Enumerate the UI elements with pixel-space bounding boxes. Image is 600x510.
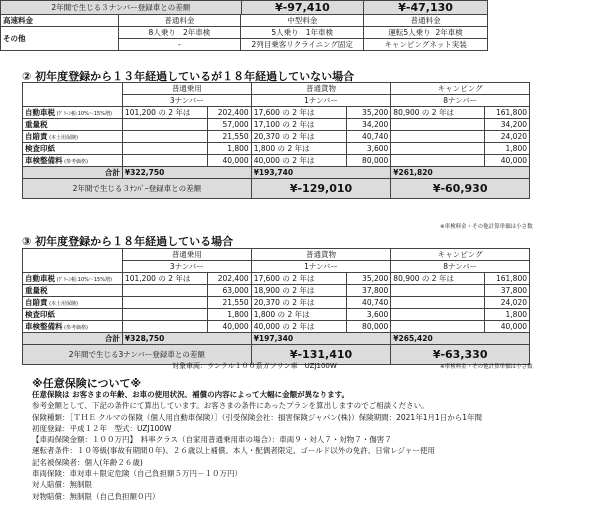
s3-car-note: 対象車両：ランクル１００系ガソリン車 UZJ100W [172, 362, 337, 370]
row-label-text: 重量税 [25, 285, 48, 295]
row-label-sub: (本土用保険) [47, 300, 78, 307]
insurance-line: 運転者条件：１０等級(事故有期間０年)、２６歳以上補償、本人・配偶者限定、ゴールド以外の免許、日常レジャー使用 [32, 446, 435, 456]
other-row2-2: 2列目乗客リクライニング固定 [241, 39, 364, 51]
table-row [23, 131, 530, 143]
s3-note: ※車検料金・その他計算単価は小さ数 [440, 364, 533, 370]
s3-total-label: 合計 [23, 333, 123, 345]
row-label-text: 検査印紙 [25, 143, 55, 153]
other-label: その他 [1, 27, 119, 51]
row-cell-d: 35,200 [347, 107, 391, 119]
row-cell-d: 40,740 [347, 297, 391, 309]
row-cell-d: 80,000 [347, 155, 391, 167]
s2-col1-line1: 普通乗用 [122, 83, 251, 95]
s2-diff-label: 2年間で生じる３ﾅﾝﾊﾞｰ登録車との差額 [23, 179, 252, 199]
row-cell-c: 1,800 の 2 年は [251, 309, 347, 321]
highway-val-3: 普通料金 [364, 15, 488, 27]
highway-label: 高速料金 [1, 15, 119, 27]
table-row [23, 143, 530, 155]
row-cell-e [391, 321, 485, 333]
row-cell-e [391, 309, 485, 321]
table-row [23, 273, 530, 285]
row-cell-e [391, 155, 485, 167]
row-cell-c: 17,600 の 2 年は [251, 107, 347, 119]
row-cell-f: 1,800 [485, 309, 530, 321]
s3-total-1: ¥328,750 [122, 333, 251, 345]
s3-col2-line1: 普通貨物 [251, 249, 391, 261]
insurance-line: 対人賠償：無制限 [32, 480, 92, 490]
table-row [23, 297, 530, 309]
insurance-line: 任意保険は お客さまの年齢、お車の使用状況、補償の内容によって大幅に金額が異なります。 [32, 390, 350, 399]
row-cell-d: 34,200 [347, 119, 391, 131]
row-cell-a [122, 143, 207, 155]
table-row [23, 119, 530, 131]
row-label-sub: (参考価格) [62, 324, 88, 331]
row-label [23, 309, 123, 321]
row-cell-e [391, 131, 485, 143]
s2-total-2: ¥193,740 [251, 167, 391, 179]
insurance-heading: ※任意保険について※ [32, 377, 142, 390]
row-label-text: 自動車税 [25, 273, 55, 283]
row-cell-c: 18,900 の 2 年は [251, 285, 347, 297]
other-1a: 8人乗り [148, 27, 176, 37]
row-cell-c: 20,370 の 2 年は [251, 297, 347, 309]
row-cell-c: 17,600 の 2 年は [251, 273, 347, 285]
row-cell-e: 80,900 の 2 年は [391, 107, 485, 119]
row-cell-c: 17,100 の 2 年は [251, 119, 347, 131]
section3-heading: ③ 初年度登録から１８年経過している場合 [22, 235, 234, 248]
row-label-text: 重量税 [25, 119, 48, 129]
row-cell-a [122, 131, 207, 143]
s3-col3-line1: キャンピング [391, 249, 530, 261]
other-row2-1: - [118, 39, 241, 51]
s3-diff-1: ¥-131,410 [251, 345, 391, 365]
table-row [23, 285, 530, 297]
row-cell-f: 37,800 [485, 285, 530, 297]
row-label-text: 検査印紙 [25, 309, 55, 319]
other-3a: 運転5人乗り [388, 27, 431, 37]
s2-col3-line2: 8ナンバー [391, 95, 530, 107]
row-label [23, 273, 123, 285]
row-cell-b: 21,550 [207, 297, 251, 309]
row-cell-a [122, 309, 207, 321]
s3-col3-line2: 8ナンバー [391, 261, 530, 273]
row-label-text: 自賠責 [25, 297, 48, 307]
row-cell-c: 40,000 の 2 年は [251, 321, 347, 333]
row-cell-d: 35,200 [347, 273, 391, 285]
row-cell-a [122, 285, 207, 297]
section3-table [22, 248, 530, 365]
top-extras-table [0, 14, 488, 51]
s2-total-3: ¥261,820 [391, 167, 530, 179]
row-cell-a [122, 155, 207, 167]
table-row [23, 155, 530, 167]
row-cell-f: 161,800 [485, 273, 530, 285]
other-3b: 2年車検 [435, 27, 463, 37]
row-cell-a [122, 321, 207, 333]
s3-col1-line2: 3ナンバー [122, 261, 251, 273]
s2-col2-line1: 普通貨物 [251, 83, 391, 95]
s3-col1-line1: 普通乗用 [122, 249, 251, 261]
s2-col3-line1: キャンピング [391, 83, 530, 95]
row-cell-b: 40,000 [207, 321, 251, 333]
row-cell-c: 20,370 の 2 年は [251, 131, 347, 143]
row-cell-a: 101,200 の 2 年は [122, 273, 207, 285]
row-cell-f: 40,000 [485, 321, 530, 333]
table-row [23, 309, 530, 321]
row-cell-f: 24,020 [485, 131, 530, 143]
s2-body [23, 107, 530, 167]
row-label-sub: (参考価格) [62, 158, 88, 165]
row-cell-b: 1,800 [207, 309, 251, 321]
row-cell-a [122, 119, 207, 131]
row-cell-b: 57,000 [207, 119, 251, 131]
table-row [23, 321, 530, 333]
row-label [23, 297, 123, 309]
s3-total-2: ¥197,340 [251, 333, 391, 345]
row-label [23, 143, 123, 155]
s3-total-3: ¥265,420 [391, 333, 530, 345]
row-cell-d: 80,000 [347, 321, 391, 333]
row-cell-e [391, 119, 485, 131]
row-cell-e [391, 297, 485, 309]
row-cell-c: 40,000 の 2 年は [251, 155, 347, 167]
row-label [23, 107, 123, 119]
insurance-line: 保険種類：［ＴＨＥ クルマの保険（個人用自動車保険）］（引受保険会社：損害保険ジャパン(株)）保険期間：2021年1月1日から1年間 [32, 412, 483, 422]
s2-total-1: ¥322,750 [122, 167, 251, 179]
row-cell-c: 1,800 の 2 年は [251, 143, 347, 155]
row-label [23, 155, 123, 167]
insurance-line: 【車両保険金額：１００万円】 料率クラス（自家用普通乗用車の場合）：車両９・対人７・対物７・傷害７ [32, 435, 392, 445]
s2-diff-2: ¥-60,930 [391, 179, 530, 199]
row-cell-f: 24,020 [485, 297, 530, 309]
row-label-text: 車検整備料 [25, 155, 63, 165]
top-table [0, 0, 488, 15]
table-row [23, 107, 530, 119]
section2-table [22, 82, 530, 199]
row-cell-a [122, 297, 207, 309]
s3-body [23, 273, 530, 333]
s3-diff-label: 2年間で生じる3ナンバー登録車との差額 [23, 345, 252, 365]
row-cell-d: 3,600 [347, 143, 391, 155]
s2-note: ※車検料金・その他計算単価は小さ数 [440, 224, 533, 230]
row-cell-b: 1,800 [207, 143, 251, 155]
highway-val-2: 中型料金 [241, 15, 364, 27]
row-cell-e [391, 285, 485, 297]
row-cell-d: 3,600 [347, 309, 391, 321]
row-cell-b: 21,550 [207, 131, 251, 143]
row-label-sub: (ｸﾞﾘｰﾝ税:10%～15%増) [55, 276, 112, 283]
row-label-sub: (ｸﾞﾘｰﾝ税:10%～15%増) [55, 110, 112, 117]
row-cell-f: 40,000 [485, 155, 530, 167]
row-label-text: 自賠責 [25, 131, 48, 141]
other-1b: 2年車検 [182, 27, 211, 37]
row-label-text: 自動車税 [25, 107, 55, 117]
section2-heading: ② 初年度登録から１３年経過しているが１８年経過していない場合 [22, 70, 355, 83]
row-cell-b: 202,400 [207, 273, 251, 285]
row-label-sub: (本土用保険) [47, 134, 78, 141]
s2-col2-line2: 1ナンバー [251, 95, 391, 107]
row-label [23, 131, 123, 143]
other-2b: 1年車検 [305, 27, 334, 37]
row-label-text: 車検整備料 [25, 321, 63, 331]
insurance-lines [32, 389, 592, 502]
row-cell-a: 101,200 の 2 年は [122, 107, 207, 119]
row-label [23, 285, 123, 297]
insurance-line: 参考金額として、下記の条件にて算出しています。お客さまの条件にあったプランを算出しますのでご相談ください。 [32, 401, 429, 411]
row-cell-b: 40,000 [207, 155, 251, 167]
s2-diff-1: ¥-129,010 [251, 179, 391, 199]
top-diff-right: ¥-47,130 [364, 1, 488, 15]
row-cell-f: 1,800 [485, 143, 530, 155]
top-diff-label: 2年間で生じる３ナンバー登録車との差額 [1, 1, 242, 15]
s2-col1-line2: 3ナンバー [122, 95, 251, 107]
other-2a: 5人乗り [271, 27, 299, 37]
row-cell-e [391, 143, 485, 155]
row-cell-b: 202,400 [207, 107, 251, 119]
s2-total-label: 合計 [23, 167, 123, 179]
row-cell-d: 40,740 [347, 131, 391, 143]
row-cell-f: 34,200 [485, 119, 530, 131]
row-cell-e: 80,900 の 2 年は [391, 273, 485, 285]
insurance-line: 初度登録：平成１２年 型式：UZJ100W [32, 423, 172, 433]
s3-col2-line2: 1ナンバー [251, 261, 391, 273]
insurance-line: 対物賠償：無制限（自己負担額０円） [32, 491, 160, 501]
row-cell-b: 63,000 [207, 285, 251, 297]
row-label [23, 321, 123, 333]
s3-diff-2: ¥-63,330 [391, 345, 530, 365]
top-diff-mid: ¥-97,410 [241, 1, 364, 15]
row-cell-f: 161,800 [485, 107, 530, 119]
highway-val-1: 普通料金 [118, 15, 241, 27]
row-label [23, 119, 123, 131]
insurance-line: 車両保険：車対車＋限定危険（自己負担額５万円－１０万円） [32, 469, 242, 479]
row-cell-d: 37,800 [347, 285, 391, 297]
insurance-line: 記名被保険者：個人(年齢２６歳) [32, 457, 143, 467]
other-row2-3: キャンピングネット実装 [364, 39, 488, 51]
